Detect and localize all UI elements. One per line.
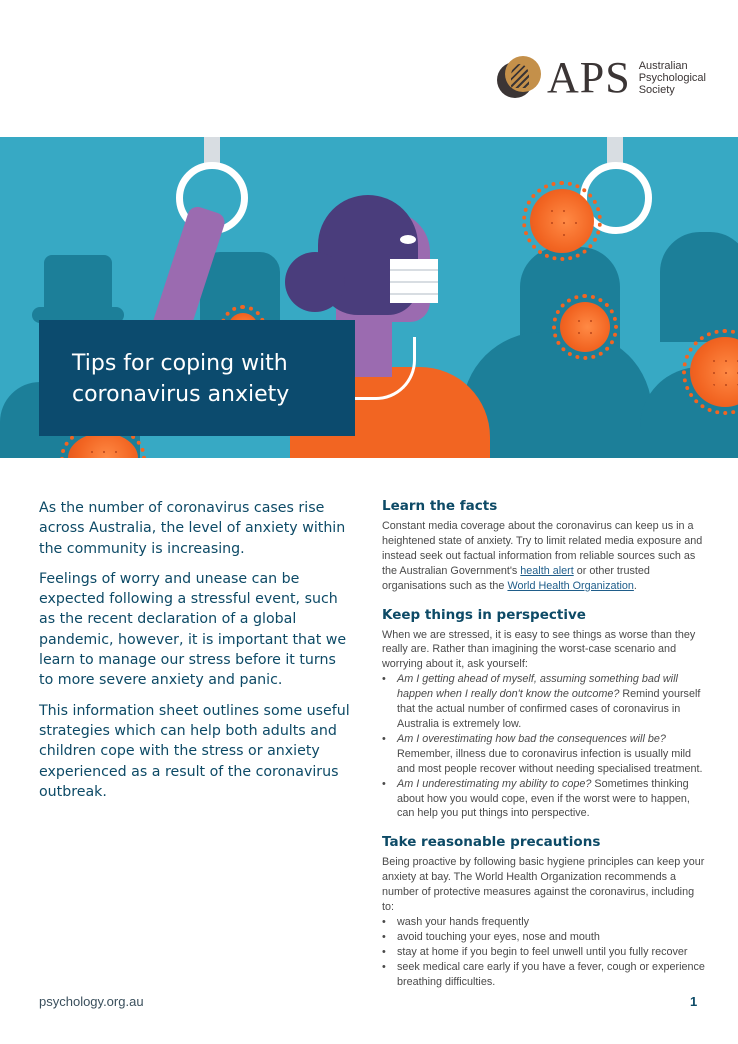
- list-item: • seek medical care early if you have a fever, cough or experience breathing difficulties.: [382, 960, 707, 990]
- aps-leaf-logo-icon: [497, 56, 541, 100]
- list-item: • Am I overestimating how bad the consequences will be? Remember, illness due to coronavirus infection is usually mild and most people recover without needing specialised treatment.: [382, 732, 707, 777]
- list-item: • wash your hands frequently: [382, 915, 707, 930]
- logo-wordmark: APS: [547, 53, 631, 102]
- section-body: When we are stressed, it is easy to see things as worse than they really are. Rather than imagining the worst-case scenario and worrying about it, ask yourself:: [382, 628, 696, 671]
- coronavirus-particle-icon: [530, 189, 594, 253]
- intro-paragraph: Feelings of worry and unease can be expected following a stressful event, such as the recent declaration of a global pandemic, however, it is important that we learn to manage our stress before it turns to more severe anxiety and panic.: [39, 570, 347, 689]
- face-mask-icon: [390, 259, 438, 303]
- page-title-box: [39, 320, 355, 436]
- logo-subtitle: Australian Psychological Society: [638, 60, 706, 96]
- section-heading: Learn the facts: [382, 498, 498, 514]
- section-heading: Take reasonable precautions: [382, 834, 601, 851]
- woman-eye: [400, 235, 416, 244]
- coronavirus-particle-icon: [690, 337, 738, 407]
- intro-column: [39, 498, 354, 812]
- hero-banner-illustration: [0, 137, 738, 458]
- list-item: • Am I getting ahead of myself, assuming something bad will happen when I really don't know the outcome? Remind yourself that the actual number of confirmed cases of coronavirus in Australia is extremely low.: [382, 672, 707, 732]
- section-learn-the-facts: [382, 497, 707, 594]
- list-item: • Am I underestimating my ability to cope? Sometimes thinking about how you would cope, even if the worst were to happen, can help you put things into perspective.: [382, 777, 707, 822]
- aps-logo[interactable]: [497, 53, 706, 102]
- page-number: 1: [690, 994, 698, 1009]
- section-body: Being proactive by following basic hygiene principles can keep your anxiety at bay. The World Health Organization recommends a number of protective measures against the coronavirus, including to:: [382, 856, 705, 914]
- page-title-line-2: coronavirus anxiety: [72, 382, 290, 407]
- section-heading: Keep things in perspective: [382, 606, 586, 623]
- silhouette-body-middle: [462, 332, 652, 458]
- list-item: • avoid touching your eyes, nose and mouth: [382, 930, 707, 945]
- silhouette-head-right: [660, 232, 738, 342]
- health-alert-link[interactable]: health alert: [520, 564, 574, 577]
- page-title-line-1: Tips for coping with: [72, 351, 288, 376]
- woman-hair-bun: [285, 252, 345, 312]
- page-header: [0, 0, 738, 137]
- section-precautions: [382, 833, 707, 989]
- perspective-list: [382, 672, 707, 821]
- intro-paragraph: This information sheet outlines some useful strategies which can help both adults and children cope with the stress or anxiety experienced as a result of the coronavirus outbreak.: [39, 702, 350, 800]
- coronavirus-particle-icon: [560, 302, 610, 352]
- who-link[interactable]: World Health Organization: [507, 579, 634, 592]
- precautions-list: [382, 915, 707, 990]
- section-body: Constant media coverage about the coronavirus can keep us in a heightened state of anxiety. Try to limit related media exposure and instead seek out factual information from reliable sources such as the Australian Government's health alert or other trusted organisations such as the World Health Organization.: [382, 520, 703, 592]
- footer-website-link[interactable]: psychology.org.au: [39, 994, 144, 1009]
- coronavirus-particle-icon: [68, 433, 138, 458]
- section-keep-perspective: [382, 606, 707, 822]
- intro-paragraph: As the number of coronavirus cases rise across Australia, the level of anxiety within the community is increasing.: [39, 500, 346, 557]
- tips-column: [382, 497, 707, 1001]
- list-item: • stay at home if you begin to feel unwell until you fully recover: [382, 945, 707, 960]
